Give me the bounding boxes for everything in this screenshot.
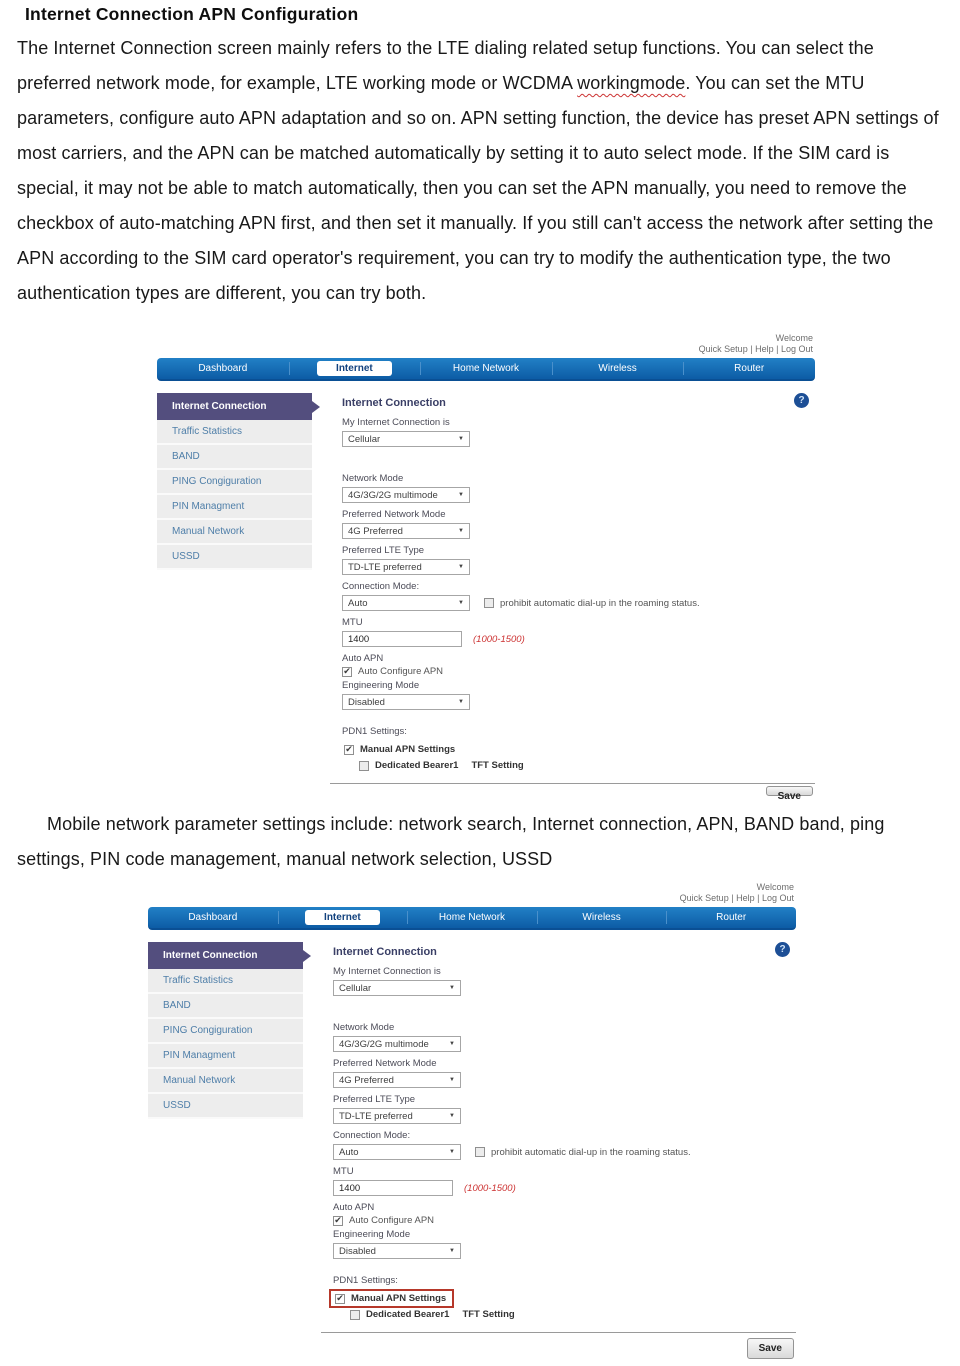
roaming-prohibit-label: prohibit automatic dial-up in the roaming status. xyxy=(491,1146,691,1158)
tab-wireless[interactable] xyxy=(537,907,667,928)
sidebar-item-ussd[interactable] xyxy=(157,545,312,570)
sidebar-item-label: Manual Network xyxy=(172,526,245,537)
selected-value: TD-LTE preferred xyxy=(348,561,422,573)
tab-home-network[interactable] xyxy=(420,358,552,379)
input-value: 1400 xyxy=(348,633,370,645)
paragraph-text: The Internet Connection screen mainly refers to the LTE dialing related setup functions. You can select the preferred network mode, for example, LTE working mode or WCDMA xyxy=(17,38,874,93)
section-divider xyxy=(330,783,815,784)
dropdown-caret-icon: ▼ xyxy=(458,492,464,498)
tft-setting-label: TFT Setting xyxy=(462,1309,515,1320)
pdn1-settings-label: PDN1 Settings: xyxy=(333,1275,398,1286)
dropdown-caret-icon: ▼ xyxy=(449,985,455,991)
account-area xyxy=(148,882,796,904)
sidebar-item-label: Manual Network xyxy=(163,1075,236,1086)
document-page xyxy=(0,4,960,1366)
sidebar-item-label: BAND xyxy=(172,451,200,462)
mtu-label: MTU xyxy=(342,617,363,628)
connection-mode-select[interactable] xyxy=(333,1144,461,1160)
tab-dashboard[interactable] xyxy=(148,907,278,928)
dropdown-caret-icon: ▼ xyxy=(449,1113,455,1119)
sidebar-item-label: BAND xyxy=(163,1000,191,1011)
account-area xyxy=(157,333,815,355)
tab-label: Dashboard xyxy=(198,363,248,374)
tab-router[interactable] xyxy=(666,907,796,928)
selected-value: Auto xyxy=(339,1146,359,1158)
dropdown-caret-icon: ▼ xyxy=(449,1041,455,1047)
roaming-prohibit-checkbox[interactable] xyxy=(475,1147,485,1157)
sidebar-item-label: PIN Managment xyxy=(172,501,245,512)
sidebar-item-band[interactable] xyxy=(157,445,312,470)
sidebar-item-manual-network[interactable] xyxy=(157,520,312,545)
check-icon: ✔ xyxy=(345,743,353,754)
engineering-mode-select[interactable] xyxy=(333,1243,461,1259)
sidebar-item-ping-configuration[interactable] xyxy=(157,470,312,495)
sidebar-item-label: PING Congiguration xyxy=(172,476,262,487)
sidebar-item-label: USSD xyxy=(163,1100,191,1111)
roaming-prohibit-label: prohibit automatic dial-up in the roaming status. xyxy=(500,597,700,609)
tab-dashboard[interactable] xyxy=(157,358,289,379)
link-separator: | xyxy=(776,344,779,354)
help-icon[interactable]: ? xyxy=(794,393,809,408)
settings-panel xyxy=(303,942,796,1359)
preferred-network-mode-label: Preferred Network Mode xyxy=(342,509,446,520)
dropdown-caret-icon: ▼ xyxy=(458,436,464,442)
check-icon: ✔ xyxy=(334,1214,342,1225)
account-links xyxy=(157,344,813,355)
dropdown-caret-icon: ▼ xyxy=(458,564,464,570)
main-nav xyxy=(157,358,815,381)
settings-panel xyxy=(312,393,815,802)
selected-value: 4G/3G/2G multimode xyxy=(339,1038,429,1050)
preferred-lte-type-label: Preferred LTE Type xyxy=(342,545,425,556)
sidebar-item-traffic-statistics[interactable] xyxy=(148,969,303,994)
pdn1-settings-label: PDN1 Settings: xyxy=(342,726,407,737)
engineering-mode-label: Engineering Mode xyxy=(342,680,420,691)
sidebar-item-internet-connection[interactable] xyxy=(157,393,312,420)
selected-value: TD-LTE preferred xyxy=(339,1110,413,1122)
connection-mode-label: Connection Mode: xyxy=(333,1130,411,1141)
tft-setting-label: TFT Setting xyxy=(471,760,524,771)
sidebar-item-internet-connection[interactable] xyxy=(148,942,303,969)
sidebar-item-band[interactable] xyxy=(148,994,303,1019)
tab-label: Home Network xyxy=(452,363,520,374)
dropdown-caret-icon: ▼ xyxy=(458,528,464,534)
check-icon: ✔ xyxy=(336,1292,344,1303)
manual-apn-label: Manual APN Settings xyxy=(351,1293,447,1304)
logout-link[interactable]: Log Out xyxy=(780,344,813,354)
tab-label: Wireless xyxy=(582,912,621,923)
mtu-range-hint: (1000-1500) xyxy=(473,633,525,645)
network-mode-select[interactable] xyxy=(333,1036,461,1052)
settings-sidebar xyxy=(148,942,303,1359)
tab-router[interactable] xyxy=(683,358,815,379)
mtu-input[interactable] xyxy=(342,631,462,647)
help-link[interactable]: Help xyxy=(755,344,774,354)
preferred-network-mode-select[interactable] xyxy=(342,523,470,539)
router-screenshot-2 xyxy=(148,882,796,1359)
selected-value: Auto xyxy=(348,597,368,609)
dedicated-bearer-label: Dedicated Bearer1 xyxy=(375,760,459,771)
quick-setup-link[interactable]: Quick Setup xyxy=(698,344,748,354)
preferred-network-mode-select[interactable] xyxy=(333,1072,461,1088)
auto-configure-apn-checkbox[interactable] xyxy=(342,667,352,677)
mtu-input[interactable] xyxy=(333,1180,453,1196)
dropdown-caret-icon: ▼ xyxy=(449,1149,455,1155)
network-mode-label: Network Mode xyxy=(342,473,404,484)
mobile-settings-paragraph: Mobile network parameter settings include: network search, Internet connection, APN, BAND band, ping settings, PIN code management, manual network selection, USSD xyxy=(17,814,885,869)
roaming-prohibit-checkbox[interactable] xyxy=(484,598,494,608)
mtu-label: MTU xyxy=(333,1166,354,1177)
sidebar-item-label: Internet Connection xyxy=(172,401,267,412)
sidebar-item-label: Internet Connection xyxy=(163,950,258,961)
main-nav xyxy=(148,907,796,930)
connection-mode-select[interactable] xyxy=(342,595,470,611)
selected-value: 4G Preferred xyxy=(348,525,403,537)
check-icon: ✔ xyxy=(343,665,351,676)
sidebar-item-pin-management[interactable] xyxy=(148,1044,303,1069)
intro-paragraph xyxy=(17,31,944,311)
connection-type-label: My Internet Connection is xyxy=(342,417,450,428)
auto-configure-apn-label: Auto Configure APN xyxy=(358,666,444,677)
input-value: 1400 xyxy=(339,1182,361,1194)
tab-home-network[interactable] xyxy=(407,907,537,928)
manual-apn-settings-row xyxy=(329,1289,454,1308)
sidebar-item-ussd[interactable] xyxy=(148,1094,303,1119)
link-separator: | xyxy=(750,344,753,354)
sidebar-item-ping-configuration[interactable] xyxy=(148,1019,303,1044)
tab-label: Internet xyxy=(317,361,392,376)
sidebar-item-label: USSD xyxy=(172,551,200,562)
section-divider xyxy=(321,1332,796,1333)
sidebar-item-label: PIN Managment xyxy=(163,1050,236,1061)
router-admin-ui xyxy=(157,333,815,802)
tab-label: Home Network xyxy=(438,912,506,923)
selected-value: Disabled xyxy=(339,1245,376,1257)
network-mode-label: Network Mode xyxy=(333,1022,395,1033)
dedicated-bearer-row xyxy=(359,760,815,771)
selected-value: 4G/3G/2G multimode xyxy=(348,489,438,501)
tab-label: Wireless xyxy=(598,363,637,374)
selected-value: Cellular xyxy=(348,433,381,445)
sidebar-item-label: PING Congiguration xyxy=(163,1025,253,1036)
tab-internet[interactable] xyxy=(278,907,408,928)
save-button[interactable]: Save xyxy=(747,1338,794,1359)
router-admin-ui xyxy=(148,882,796,1359)
connection-type-select[interactable] xyxy=(333,980,461,996)
dedicated-bearer-row xyxy=(350,1309,796,1320)
page-title: Internet Connection APN Configuration xyxy=(25,4,359,24)
dedicated-bearer-checkbox[interactable] xyxy=(350,1310,360,1320)
selected-value: Disabled xyxy=(348,696,385,708)
tab-wireless[interactable] xyxy=(552,358,684,379)
preferred-network-mode-label: Preferred Network Mode xyxy=(333,1058,437,1069)
engineering-mode-label: Engineering Mode xyxy=(333,1229,411,1240)
dropdown-caret-icon: ▼ xyxy=(458,600,464,606)
panel-title: Internet Connection xyxy=(333,946,437,958)
preferred-lte-type-label: Preferred LTE Type xyxy=(333,1094,416,1105)
welcome-text: Welcome xyxy=(756,882,794,892)
dedicated-bearer-label: Dedicated Bearer1 xyxy=(366,1309,450,1320)
save-button[interactable]: Save xyxy=(766,786,813,796)
auto-configure-apn-label: Auto Configure APN xyxy=(349,1215,435,1226)
help-icon[interactable]: ? xyxy=(775,942,790,957)
manual-apn-checkbox[interactable] xyxy=(335,1294,345,1304)
engineering-mode-select[interactable] xyxy=(342,694,470,710)
dropdown-caret-icon: ▼ xyxy=(458,699,464,705)
connection-mode-label: Connection Mode: xyxy=(342,581,420,592)
misspelled-word: workingmode xyxy=(577,73,686,93)
link-separator: | xyxy=(731,893,734,903)
network-mode-select[interactable] xyxy=(342,487,470,503)
selected-value: Cellular xyxy=(339,982,372,994)
router-screenshot-1 xyxy=(157,333,815,802)
dedicated-bearer-checkbox[interactable] xyxy=(359,761,369,771)
dropdown-caret-icon: ▼ xyxy=(449,1077,455,1083)
paragraph-text: . You can set the MTU parameters, configure auto APN adaptation and so on. APN setting function, the device has preset APN settings of most carriers, and the APN can be matched automatically by setting it to auto select mode. If the SIM card is special, it may not be able to match automatically, then you can set the APN manually, you need to remove the checkbox of auto-matching APN first, and then set it manually. If you still can't access the network after setting the APN according to the SIM card operator's requirement, you can try to modify the authentication type, the two authentication types are different, you can try both. xyxy=(17,73,939,303)
tab-internet[interactable] xyxy=(289,358,421,379)
preferred-lte-type-select[interactable] xyxy=(342,559,470,575)
tab-label: Router xyxy=(716,912,747,923)
quick-setup-link[interactable]: Quick Setup xyxy=(679,893,729,903)
manual-apn-label: Manual APN Settings xyxy=(360,744,456,755)
tab-label: Dashboard xyxy=(188,912,238,923)
dropdown-caret-icon: ▼ xyxy=(449,1248,455,1254)
link-separator: | xyxy=(757,893,760,903)
welcome-text: Welcome xyxy=(775,333,813,343)
auto-apn-label: Auto APN xyxy=(342,653,384,664)
sidebar-item-manual-network[interactable] xyxy=(148,1069,303,1094)
sidebar-item-pin-management[interactable] xyxy=(157,495,312,520)
manual-apn-checkbox[interactable] xyxy=(344,745,354,755)
auto-apn-label: Auto APN xyxy=(333,1202,375,1213)
sidebar-item-traffic-statistics[interactable] xyxy=(157,420,312,445)
tab-label: Internet xyxy=(305,910,380,925)
manual-apn-settings-row xyxy=(338,740,463,759)
help-link[interactable]: Help xyxy=(736,893,755,903)
panel-title: Internet Connection xyxy=(342,397,446,409)
account-links xyxy=(148,893,794,904)
selected-value: 4G Preferred xyxy=(339,1074,394,1086)
preferred-lte-type-select[interactable] xyxy=(333,1108,461,1124)
settings-sidebar xyxy=(157,393,312,791)
tab-label: Router xyxy=(734,363,765,374)
connection-type-select[interactable] xyxy=(342,431,470,447)
sidebar-item-label: Traffic Statistics xyxy=(172,426,243,437)
logout-link[interactable]: Log Out xyxy=(761,893,794,903)
connection-type-label: My Internet Connection is xyxy=(333,966,441,977)
sidebar-item-label: Traffic Statistics xyxy=(163,975,234,986)
auto-configure-apn-checkbox[interactable] xyxy=(333,1216,343,1226)
mtu-range-hint: (1000-1500) xyxy=(464,1182,516,1194)
